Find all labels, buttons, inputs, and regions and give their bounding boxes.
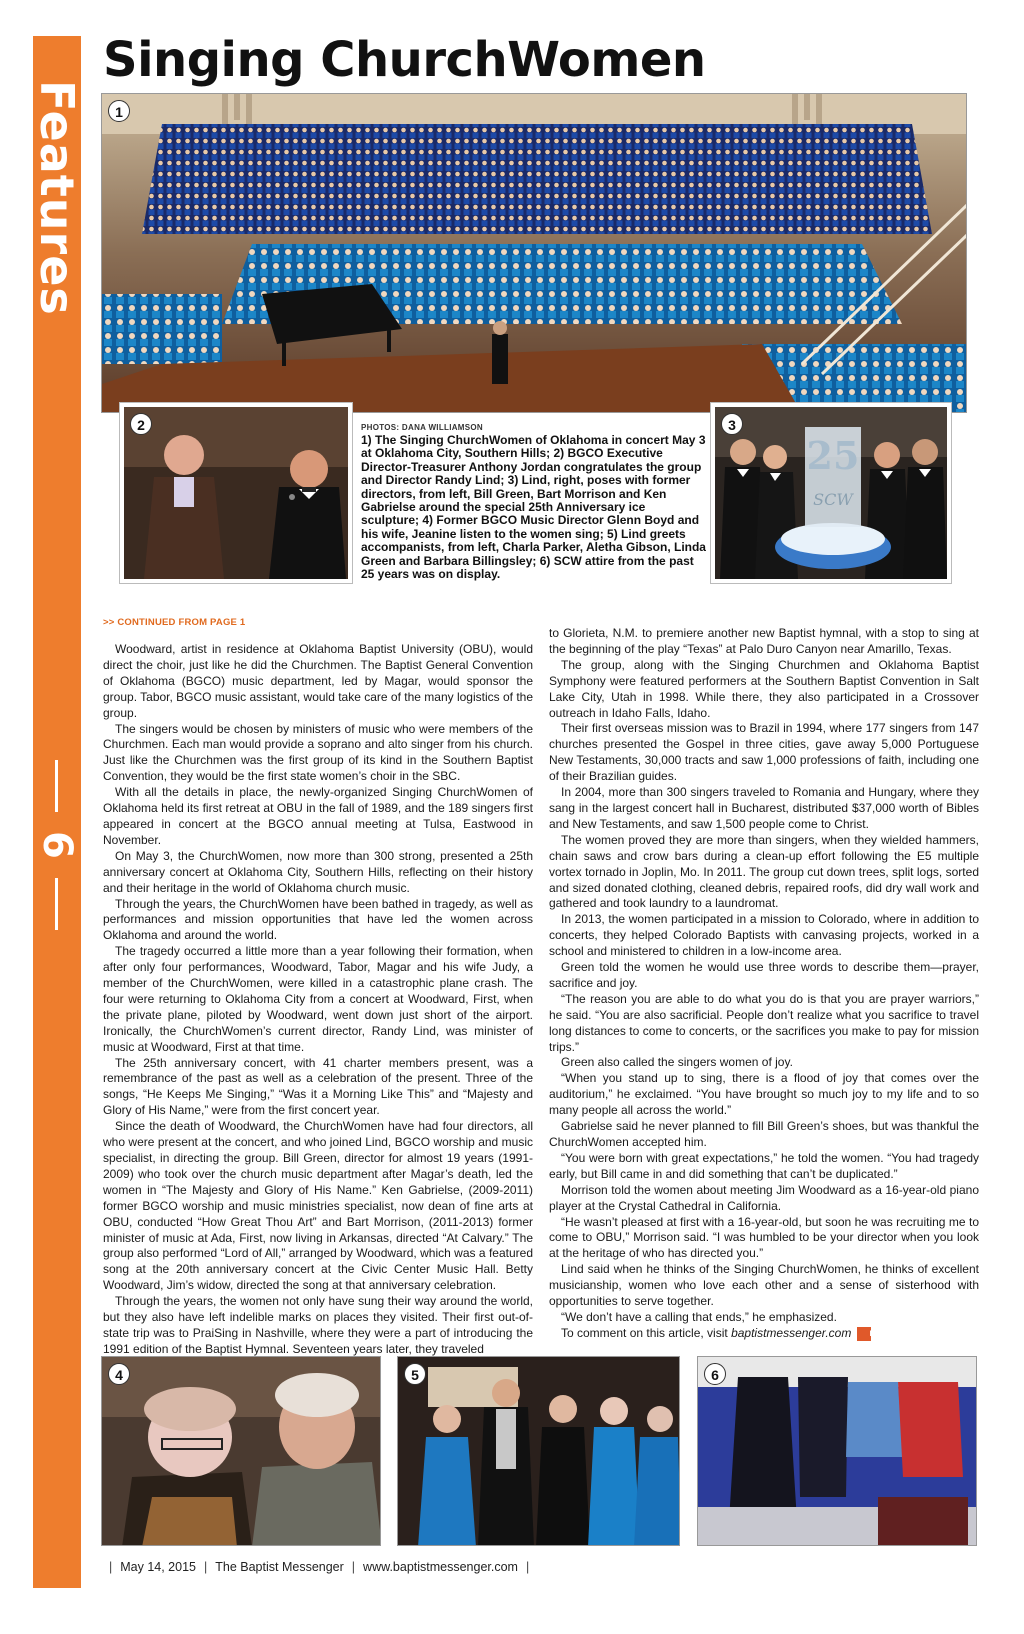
footer-separator: | — [109, 1560, 113, 1574]
paragraph: Their first overseas mission was to Brazil in 1994, where 177 singers from 147 churches presented the Gospel in three cities, gave away 5,000 Portuguese New Testaments, 30,000 tracts and saw 1,000 professions of faith, including one of their Brazilian guides. — [549, 721, 979, 784]
comment-line — [549, 1326, 979, 1342]
footer-publication: The Baptist Messenger — [215, 1560, 344, 1574]
paragraph: The women proved they are more than singers, when they wielded hammers, chain saws and crow bars during a clean-up effort following the E5 multiple vortex tornado in Joplin, Mo. In 2011. The group cut down trees, split logs, sorted and sized donated clothing, cleaned debris, repaired roofs, did dry wall work and gathered and took laundry to a laundromat. — [549, 832, 979, 911]
photo-number-3: 3 — [721, 413, 743, 435]
boyd-couple-image — [102, 1357, 381, 1546]
page-number: 6 — [34, 831, 80, 859]
photo-credit: PHOTOS: DANA WILLIAMSON — [361, 423, 484, 432]
paragraph: With all the details in place, the newly-organized Singing ChurchWomen of Oklahoma held its first retreat at OBU in the fall of 1989, and the 189 singers first appeared in concert at the BGCO annual meeting at Tulsa, Eastwood in November. — [103, 785, 533, 847]
paragraph: Woodward, artist in residence at Oklahoma Baptist University (OBU), would direct the choir, just like he did the Churchmen. The Baptist General Convention of Oklahoma (BGCO) music department, led by Magar, would sponsor the group. Tabor, BGCO music assistant, would take care of the many logistics of the group. — [103, 642, 533, 720]
footer-website-link[interactable]: www.baptistmessenger.com — [363, 1560, 518, 1574]
footer-separator: | — [525, 1560, 530, 1574]
paragraph: “You were born with great expectations,” he told the women. “You had tragedy early, but Bill came in and did something that can’t be duplicated.” — [549, 1150, 979, 1181]
article-column-2 — [549, 626, 979, 1342]
article-column-1 — [103, 642, 533, 1358]
ice-sculpture-number: 25 — [806, 433, 860, 478]
photo-directors-ice-sculpture — [711, 403, 951, 583]
paragraph: The 25th anniversary concert, with 41 charter members present, was a remembrance of the past as well as a celebration of the present. Three of the songs, “He Keeps Me Singing,” “Was it a Morning Like This” and “Majesty and Glory of His Name,” were from the first concert year. — [103, 1055, 533, 1118]
paragraph: “When you stand up to sing, there is a flood of joy that comes over the auditorium,” he exclaimed. “You have brought so much joy to my life and to so many people all across the world.” — [549, 1071, 979, 1118]
ice-sculpture-image — [715, 407, 947, 579]
footer-date: May 14, 2015 — [120, 1560, 196, 1574]
photo-number-4: 4 — [108, 1363, 130, 1385]
caption-text: 1) The Singing ChurchWomen of Oklahoma in concert May 3 at Oklahoma City, Southern Hills; 2) BGCO Executive Director-Treasurer Anthony Jordan congratulates the group and Director Randy Lind; 3) Lind, right, poses with former directors, from left, Bill Green, Bart Morrison and Ken Gabrielse around the special 25th Anniversary ice sculpture; 4) Former BGCO Music Director Glenn Boyd and his wife, Jeanine listen to the women sing; 5) Lind greets accompanists, from left, Charla Parker, Aletha Gibson, Linda Green and Barbara Billingsley; 6) SCW attire from the past 25 years was on display. — [361, 433, 706, 582]
ice-sculpture-logo: SCW — [813, 490, 853, 509]
photo-number-2: 2 — [130, 413, 152, 435]
jordan-lind-image — [124, 407, 348, 579]
paragraph: Through the years, the ChurchWomen have been bathed in tragedy, as well as performances and mission opportunities that have led the women across Oklahoma and around the world. — [103, 896, 533, 943]
paragraph: Since the death of Woodward, the ChurchWomen have had four directors, all who were present at the concert, and who joined Lind, BGCO worship and music specialist, in directing the group. Bill Green, director for almost 19 years (1991-2009) who took over the church music department after Magar’s death, led the women in “The Majesty and Glory of His Name.” Ken Gabrielse, (2009-2011) former BGCO worship and music ministries specialist, now dean of fine arts at OBU, conducted “How Great Thou Art” and Bart Morrison, (2011-2013) former minister of music at Ada, First, now living in Arkansas, directed “At Calvary.” The group also performed “Lord of All,” arranged by Woodward, which was a featured song at the 20th anniversary concert at the Civic Center Music Hall. Betty Woodward, Jim’s widow, directed the song at that anniversary celebration. — [103, 1119, 533, 1293]
paragraph: On May 3, the ChurchWomen, now more than 300 strong, presented a 25th anniversary concert at Oklahoma City, Southern Hills, reflecting on their history and their heritage in the world of Oklahoma church music. — [103, 848, 533, 895]
paragraph: “He wasn’t pleased at first with a 16-year-old, but soon he was recruiting me to come to OBU,” Morrison said. “I was humbled to be your director when you look at the heritage of who has directed you.” — [549, 1214, 979, 1261]
page-number-rule-bottom — [55, 878, 58, 930]
paragraph: Gabrielse said he never planned to fill Bill Green’s shoes, but was thankful the ChurchWomen accepted him. — [549, 1119, 979, 1149]
paragraph: Through the years, the women not only have sung their way around the world, but they also have left indelible marks on places they visited. Their first out-of-state trip was to PraiSing in Nashville, where they were a part of introducing the 1991 edition of the Baptist Hymnal. Seventeen years later, they traveled — [103, 1294, 533, 1356]
photo-accompanists — [397, 1356, 680, 1546]
page-number-rule-top — [55, 760, 58, 812]
photo-number-6: 6 — [704, 1363, 726, 1385]
continued-from-label: >> CONTINUED FROM PAGE 1 — [103, 617, 246, 628]
section-label: Features — [30, 80, 84, 316]
photo-attire-display — [697, 1356, 977, 1546]
paragraph: Lind said when he thinks of the Singing ChurchWomen, he thinks of excellent musicianship, women who love each other and a sense of sisterhood with opportunities to serve together. — [549, 1262, 979, 1309]
paragraph: The tragedy occurred a little more than a year following their formation, when after only four performances, Woodward, Tabor, Magar and his wife Judy, a member of the ChurchWomen, were killed in a catastrophic plane crash. The four were returning to Oklahoma City from a concert at Woodward, First, when the private plane, piloted by Woodward, went down just short of the airport. Ironically, the ChurchWomen’s current director, Randy Lind, was minister of music at Woodward, First at that time. — [103, 944, 533, 1054]
accompanists-image — [398, 1357, 680, 1546]
paragraph: The group, along with the Singing Churchmen and Oklahoma Baptist Symphony were featured performers at the Southern Baptist Convention in Salt Lake City, Utah in 1998. While there, they also participated in a Crossover outreach in Idaho Falls, Idaho. — [549, 657, 979, 720]
choir-concert-image — [102, 94, 967, 413]
paragraph: “The reason you are able to do what you do is that you are prayer warriors,” he said. “You are also sacrificial. People don’t realize what you sacrifice to travel long distances to come to concerts, or the sacrifices you make to pay for mission trips.” — [549, 991, 979, 1054]
paragraph-continuation: to Glorieta, N.M. to premiere another new Baptist hymnal, with a stop to sing at the beginning of the play “Texas” at Palo Duro Canyon near Amarillo, Texas. — [549, 626, 979, 656]
paragraph: “We don’t have a calling that ends,” he emphasized. — [561, 1309, 837, 1324]
footer-separator: | — [351, 1560, 356, 1574]
paragraph: In 2004, more than 300 singers traveled to Romania and Hungary, where they sang in the largest concert hall in Bucharest, distributed $37,000 worth of Bibles and New Testaments, and saw 1,500 people come to Christ. — [549, 785, 979, 831]
page-footer — [101, 1560, 537, 1574]
page-number-marker — [33, 760, 81, 930]
photo-number-1: 1 — [108, 100, 130, 122]
photo-number-5: 5 — [404, 1363, 426, 1385]
paragraph: In 2013, the women participated in a mission to Colorado, where in addition to concerts, they helped Colorado Baptists with canvasing projects, worked in a school and ministered to children in a low-income area. — [549, 912, 979, 959]
paragraph: Green told the women he would use three words to describe them—prayer, sacrifice and joy. — [549, 960, 979, 990]
photo-choir-concert — [101, 93, 967, 413]
paragraph: Morrison told the women about meeting Jim Woodward as a 16-year-old piano player at the Crystal Cathedral in California. — [549, 1182, 979, 1213]
paragraph: The singers would be chosen by ministers of music who were members of the Churchmen. Each man would provide a soprano and alto singer from his church. Just like the Churchmen was the first group of its kind in the Southern Baptist Convention, they would be the first state women’s choir in the SBC. — [103, 721, 533, 784]
attire-display-image — [698, 1357, 977, 1546]
comment-prefix: To comment on this article, visit — [561, 1325, 732, 1340]
photo-boyd-couple — [101, 1356, 381, 1546]
paragraph: Green also called the singers women of joy. — [561, 1055, 793, 1070]
comment-site-link[interactable]: baptistmessenger.com — [731, 1325, 852, 1340]
footer-separator: | — [204, 1560, 208, 1574]
headline: Singing ChurchWomen — [103, 32, 706, 88]
photo-jordan-lind — [120, 403, 352, 583]
photo-caption — [361, 423, 706, 581]
end-mark-icon: m — [857, 1327, 871, 1341]
